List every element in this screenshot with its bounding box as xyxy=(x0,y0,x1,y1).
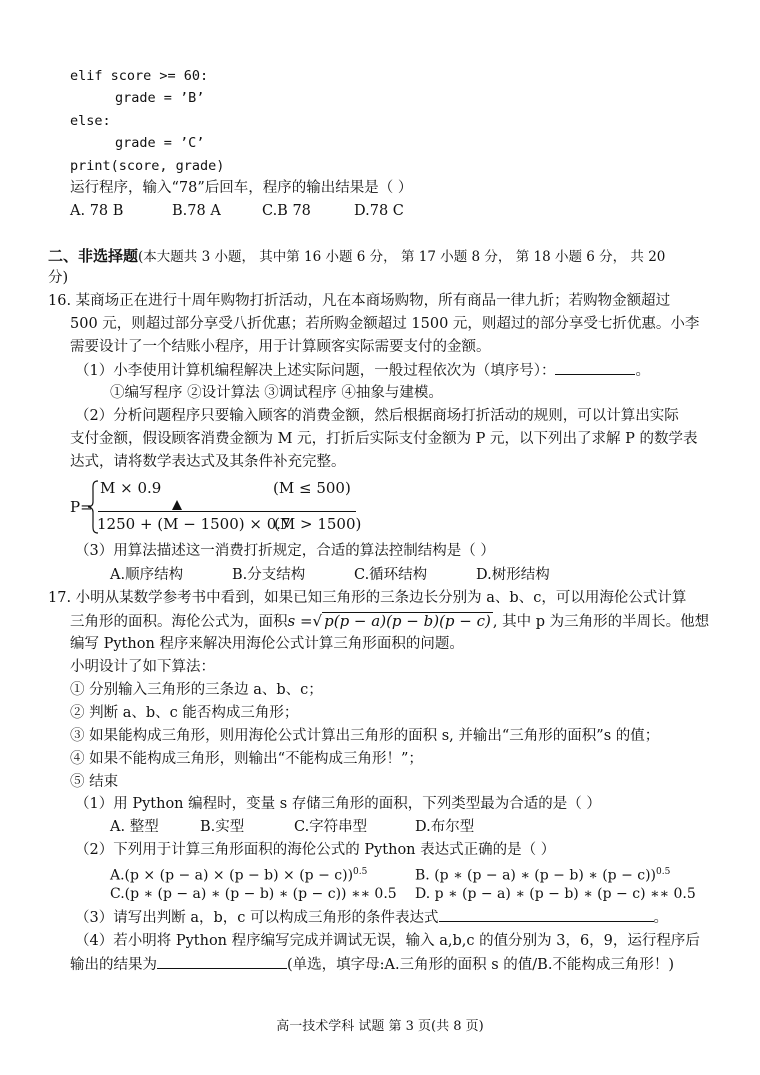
punct: 。 xyxy=(635,363,650,379)
sub-question: （4）若小明将 Python 程序编写完成并调试无误，输入 a,b,c 的值分别为 3，6，9，运行程序后 xyxy=(75,933,700,949)
formula-row3-expr: 1250 + (M − 1500) × 0.7 xyxy=(97,515,291,533)
question-text: 三角形的面积。海伦公式为，面积 xyxy=(70,614,288,630)
option-c: C.字符串型 xyxy=(294,819,368,835)
option-d: D.布尔型 xyxy=(415,819,475,835)
sqrt-expression: p(p − a)(p − b)(p − c) xyxy=(324,612,491,630)
option-b-text: B. (p ∗ (p − a) ∗ (p − b) ∗ (p − c)) xyxy=(415,867,657,884)
option-a: A. 整型 xyxy=(110,819,159,835)
option-a: A.顺序结构 xyxy=(110,567,184,583)
sub-question-text: （3）请写出判断 a，b，c 可以构成三角形的条件表达式 xyxy=(75,910,439,926)
formula-row1-expr: M × 0.9 xyxy=(100,479,162,497)
sub-question-text: 输出的结果为 xyxy=(70,957,157,973)
answer-blank[interactable] xyxy=(555,360,635,375)
question-text: 17. 小明从某数学参考书中看到，如果已知三角形的三条边长分别为 a、b、c，可以用海伦公式计算 xyxy=(48,590,687,606)
sub-question xyxy=(70,954,674,975)
option-a-text: A.(p × (p − a) × (p − b) × (p − c)) xyxy=(110,867,354,884)
question-text: , 其中 p 为三角形的半周长。他想 xyxy=(492,614,710,630)
sub-question: （2）下列用于计算三角形面积的海伦公式的 Python 表达式正确的是（ ） xyxy=(75,842,556,858)
option-b xyxy=(415,862,670,886)
option-d: D.树形结构 xyxy=(476,567,550,583)
question-text-with-formula xyxy=(70,611,709,632)
section-desc-cont: 分) xyxy=(48,270,69,286)
question-text: 小明设计了如下算法： xyxy=(70,659,215,675)
code-line: grade = ’C’ xyxy=(115,135,205,151)
code-line: grade = ’B’ xyxy=(115,90,205,106)
code-line: else: xyxy=(70,113,111,129)
option-b: B.实型 xyxy=(200,819,245,835)
code-line: elif score >= 60: xyxy=(70,68,209,84)
formula-row3-cond: (M > 1500) xyxy=(274,515,362,533)
question-stem: 运行程序，输入“78”后回车，程序的输出结果是（ ） xyxy=(70,180,413,196)
sub-question-text: （1）小李使用计算机编程解决上述实际问题，一般过程依次为（填序号）： xyxy=(75,363,556,379)
sub-options: ①编写程序 ②设计算法 ③调试程序 ④抽象与建模。 xyxy=(110,385,443,401)
formula-s: s = xyxy=(287,612,313,630)
answer-blank[interactable] xyxy=(157,954,287,969)
triangle-marker-icon xyxy=(171,499,183,511)
formula-row1-cond: (M ≤ 500) xyxy=(273,479,351,497)
question-text: 16. 某商场正在进行十周年购物打折活动，凡在本商场购物，所有商品一律九折；若购物金额超过 xyxy=(48,293,671,309)
formula-p: P= xyxy=(70,498,93,516)
option-c: C.循环结构 xyxy=(354,567,428,583)
option-d: D.78 C xyxy=(354,203,404,219)
algorithm-step: ⑤ 结束 xyxy=(70,774,119,790)
sub-question: 达式，请将数学表达式及其条件补充完整。 xyxy=(70,454,346,470)
algorithm-step: ① 分别输入三角形的三条边 a、b、c； xyxy=(70,682,323,698)
option-c: C.B 78 xyxy=(262,203,311,219)
option-b: B.分支结构 xyxy=(232,567,306,583)
section-heading xyxy=(48,246,665,267)
answer-blank[interactable] xyxy=(439,907,654,922)
section-desc: (本大题共 3 小题， 其中第 16 小题 6 分， 第 17 小题 8 分， 第 18 小题 6 分， 共 20 xyxy=(138,249,666,265)
algorithm-step: ② 判断 a、b、c 能否构成三角形； xyxy=(70,705,299,721)
punct: 。 xyxy=(653,910,668,926)
sub-question-text: (单选，填字母:A.三角形的面积 s 的值/B.不能构成三角形！) xyxy=(287,957,675,973)
option-c: C.(p ∗ (p − a) ∗ (p − b) ∗ (p − c)) ∗∗ 0.5 xyxy=(110,886,397,902)
sub-question: （3）用算法描述这一消费打折规定，合适的算法控制结构是（ ） xyxy=(75,543,495,559)
algorithm-step: ④ 如果不能构成三角形，则输出“不能构成三角形！”； xyxy=(70,751,423,767)
page-footer: 高一技术学科 试题 第 3 页(共 8 页) xyxy=(276,1019,484,1034)
piecewise-formula xyxy=(70,478,370,536)
code-line: print(score, grade) xyxy=(70,158,225,174)
option-d: D. p ∗ (p − a) ∗ (p − b) ∗ (p − c) ∗∗ 0.5 xyxy=(415,886,696,902)
question-text: 编写 Python 程序来解决用海伦公式计算三角形面积的问题。 xyxy=(70,636,464,652)
sub-question: 支付金额，假设顾客消费金额为 M 元，打折后实际支付金额为 P 元，以下列出了求解 P 的数学表 xyxy=(70,431,698,447)
question-text: 500 元，则超过部分享受八折优惠；若所购金额超过 1500 元，则超过的部分享受七折优惠。小李 xyxy=(70,316,700,332)
option-b-exponent: 0.5 xyxy=(656,867,671,877)
sub-question xyxy=(75,907,668,928)
formula-blank-line[interactable] xyxy=(98,511,356,512)
option-a xyxy=(110,862,367,886)
section-title: 二、非选择题 xyxy=(48,247,139,265)
sub-question xyxy=(75,360,650,381)
sub-question: （1）用 Python 编程时，变量 s 存储三角形的面积，下列类型最为合适的是（ ） xyxy=(75,796,601,812)
algorithm-step: ③ 如果能构成三角形，则用海伦公式计算出三角形的面积 s, 并输出“三角形的面积”s 的值； xyxy=(70,728,660,744)
option-a-exponent: 0.5 xyxy=(353,867,368,877)
option-a: A. 78 B xyxy=(70,203,124,219)
sqrt-sign-icon: √ xyxy=(312,612,323,630)
question-text: 需要设计了一个结账小程序，用于计算顾客实际需要支付的金额。 xyxy=(70,339,491,355)
sub-question: （2）分析问题程序只要输入顾客的消费金额，然后根据商场打折活动的规则，可以计算出实际 xyxy=(75,408,679,424)
option-b: B.78 A xyxy=(172,203,221,219)
